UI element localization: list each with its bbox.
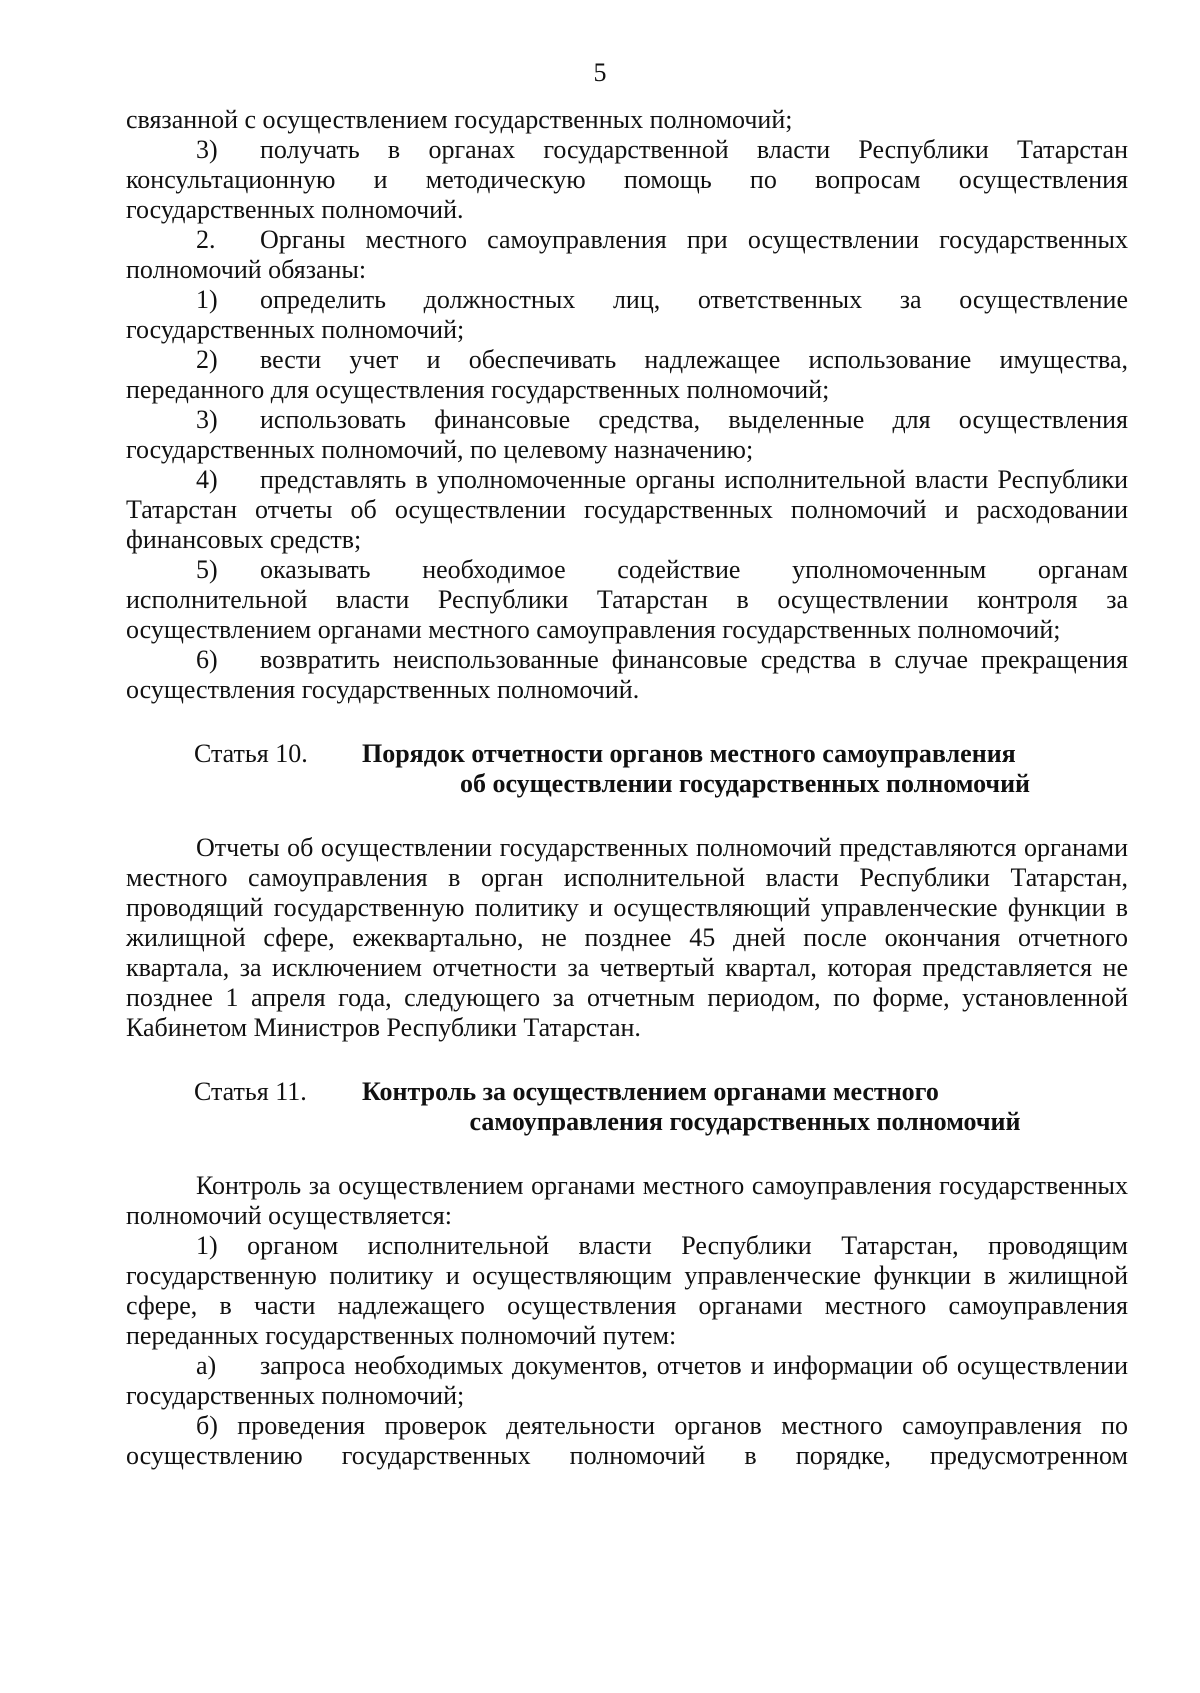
item-number: 6) xyxy=(196,645,218,674)
item-text: получать в органах государственной власти Республики Татарстан консультационную и методическую помощь по вопросам осуществления государственных полномочий. xyxy=(126,135,1128,224)
article-label: Статья 10. xyxy=(194,739,308,768)
item-text: представлять в уполномоченные органы исполнительной власти Республики Татарстан отчеты об осуществлении государственных полномочий и расходовании финансовых средств; xyxy=(126,465,1128,554)
article-title-continued: самоуправления государственных полномочий xyxy=(469,1107,1021,1136)
article-title-continued: об осуществлении государственных полномочий xyxy=(459,769,1031,798)
item-text: возвратить неиспользованные финансовые средства в случае прекращения осуществления государственных полномочий. xyxy=(126,645,1128,704)
item-number: 3) xyxy=(196,135,218,164)
article-11-sub-a xyxy=(126,1351,1128,1411)
article-11-item-1: 1) органом исполнительной власти Республики Татарстан, проводящим государственную политику и осуществляющим управленческие функции в жилищной сфере, в части надлежащего осуществления органами местного самоуправления переданных государственных полномочий путем: xyxy=(126,1231,1128,1350)
item-number: 1) xyxy=(196,285,218,314)
duty-item-2 xyxy=(126,345,1128,405)
article-11-intro: Контроль за осуществлением органами местного самоуправления государственных полномочий осуществляется: xyxy=(126,1171,1128,1230)
page-number: 5 xyxy=(593,58,607,87)
duty-item-1 xyxy=(126,285,1128,345)
article-10-heading xyxy=(126,739,1128,799)
item-number: 2) xyxy=(196,345,218,374)
duty-item-4 xyxy=(126,465,1128,555)
item-text: использовать финансовые средства, выделенные для осуществления государственных полномочий, по целевому назначению; xyxy=(126,405,1128,464)
item-number: а) xyxy=(196,1351,217,1380)
item-number: 3) xyxy=(196,405,218,434)
item-text: запроса необходимых документов, отчетов и информации об осуществлении государственных полномочий; xyxy=(126,1351,1128,1410)
article-label: Статья 11. xyxy=(194,1077,307,1106)
item-text: вести учет и обеспечивать надлежащее использование имущества, переданного для осуществления государственных полномочий; xyxy=(126,345,1128,404)
clause-text: Органы местного самоуправления при осуществлении государственных полномочий обязаны: xyxy=(126,225,1128,284)
document-body xyxy=(126,105,1128,1471)
duty-item-3 xyxy=(126,405,1128,465)
item-number: 5) xyxy=(196,555,218,584)
article-11-sub-b: б) проведения проверок деятельности органов местного самоуправления по осуществлению государственных полномочий в порядке, предусмотренном xyxy=(126,1411,1128,1470)
article-11-heading xyxy=(126,1077,1128,1137)
intro-line: связанной с осуществлением государственных полномочий; xyxy=(126,105,793,134)
clause-number: 2. xyxy=(196,225,216,254)
item-number: 4) xyxy=(196,465,218,494)
clause-2 xyxy=(126,225,1128,285)
duty-item-6 xyxy=(126,645,1128,705)
item-text: оказывать необходимое содействие уполномоченным органам исполнительной власти Республики Татарстан в осуществлении контроля за осуществлением органами местного самоуправления государственных полномочий; xyxy=(126,555,1128,644)
duty-item-5 xyxy=(126,555,1128,645)
article-10-body: Отчеты об осуществлении государственных полномочий представляются органами местного самоуправления в орган исполнительной власти Республики Татарстан, проводящий государственную политику и осуществляющий управленческие функции в жилищной сфере, ежеквартально, не позднее 45 дней после окончания отчетного квартала, за исключением отчетности за четвертый квартал, которая представляется не позднее 1 апреля года, следующего за отчетным периодом, по форме, установленной Кабинетом Министров Республики Татарстан. xyxy=(126,833,1128,1042)
item-text: определить должностных лиц, ответственных за осуществление государственных полномочий; xyxy=(126,285,1128,344)
article-title: Порядок отчетности органов местного самоуправления xyxy=(362,739,1016,768)
article-title: Контроль за осуществлением органами местного xyxy=(362,1077,939,1106)
rights-item-3 xyxy=(126,135,1128,225)
